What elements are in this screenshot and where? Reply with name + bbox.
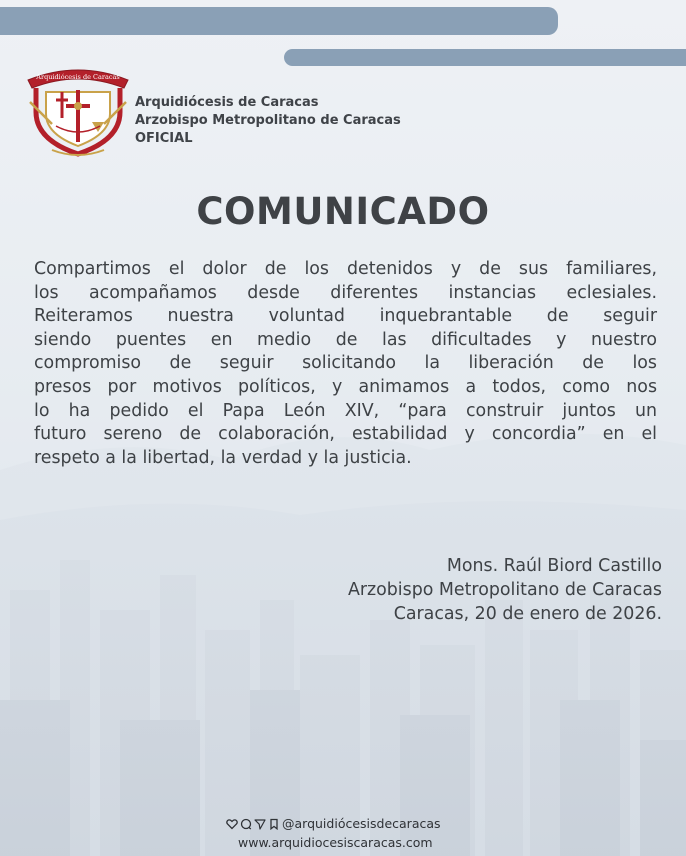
- heart-icon[interactable]: [226, 818, 238, 830]
- logo-text: Arquidiócesis de Caracas: [36, 73, 120, 81]
- organization-block: [135, 94, 401, 148]
- signatory-role: Arzobispo Metropolitano de Caracas: [347, 580, 662, 600]
- social-handle[interactable]: @arquidiócesisdecaracas: [282, 816, 441, 831]
- bookmark-icon[interactable]: [268, 818, 280, 830]
- social-row: [226, 814, 441, 833]
- org-line-2: Arzobispo Metropolitano de Caracas: [135, 113, 401, 128]
- body-line: compromiso de seguir solicitando la liberación de los: [34, 353, 657, 374]
- signatory-name: Mons. Raúl Biord Castillo: [446, 556, 662, 576]
- statement-body: [34, 258, 657, 470]
- body-line: siendo puentes en medio de las dificultades y nuestro: [34, 329, 657, 350]
- body-line: Compartimos el dolor de los detenidos y de sus familiares,: [34, 259, 657, 279]
- footer: [226, 814, 441, 852]
- org-line-3: OFICIAL: [135, 131, 193, 146]
- send-icon[interactable]: [254, 818, 266, 830]
- website-link[interactable]: www.arquidiocesiscaracas.com: [238, 835, 433, 850]
- archdiocese-logo: [22, 62, 134, 158]
- signature-block: [348, 554, 662, 626]
- second-decor-bar: [284, 49, 686, 66]
- body-line: futuro sereno de colaboración, estabilidad y concordia” en el: [34, 424, 657, 445]
- place-date: Caracas, 20 de enero de 2026.: [393, 604, 662, 624]
- body-line: respeto a la libertad, la verdad y la justicia.: [34, 447, 412, 468]
- document-title: COMUNICADO: [196, 190, 490, 233]
- body-line: los acompañamos desde diferentes instancias eclesiales.: [34, 282, 657, 303]
- org-line-1: Arquidiócesis de Caracas: [135, 95, 319, 110]
- body-line: lo ha pedido el Papa León XIV, “para construir juntos un: [34, 400, 657, 421]
- top-decor-bar: [0, 7, 558, 35]
- body-line: Reiteramos nuestra voluntad inquebrantable de seguir: [34, 306, 657, 327]
- comment-icon[interactable]: [240, 818, 252, 830]
- body-line: presos por motivos políticos, y animamos a todos, como nos: [34, 376, 657, 397]
